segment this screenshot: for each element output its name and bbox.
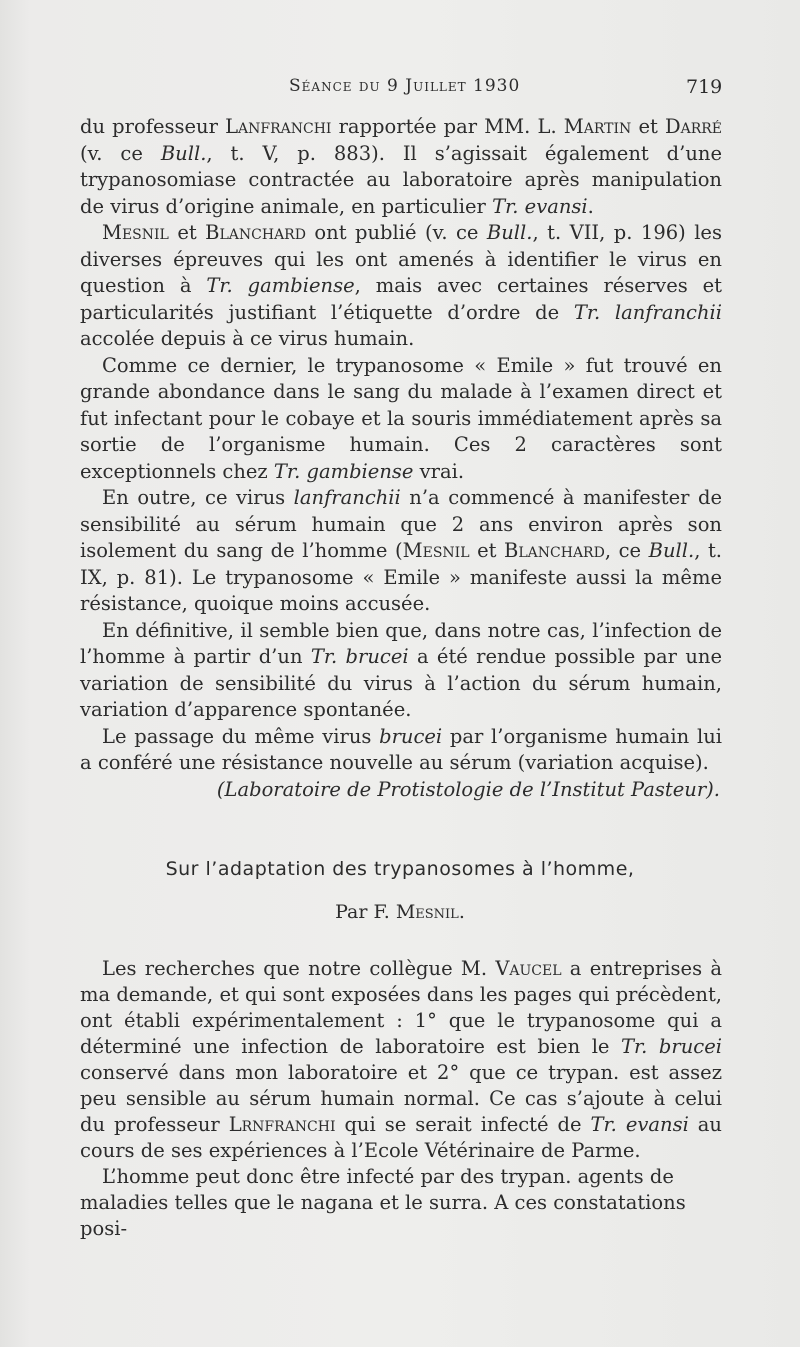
paragraph: du professeur Lanfranchi rapportée par MM. L. Martin et Darré (v. ce Bull., t. V, p. 883). Il s’agissait également d’une trypanosomiase contractée au laboratoire après manipulation de virus d’origine animale, en particulier Tr. evansi. xyxy=(80,115,723,218)
byline: Par F. Mesnil. xyxy=(335,901,465,923)
article-title: Sur l’adaptation des trypanosomes à l’homme, xyxy=(165,858,635,880)
running-head: Séance du 9 Juillet 1930 xyxy=(289,76,521,96)
paragraph: En outre, ce virus lanfranchii n’a commencé à manifester de sensibilité au sérum humain que 2 ans environ après son isolement du sang de l’homme (Mesnil et Blanchard, ce Bull., t. IX, p. 81). Le trypanosome « Emile » manifeste aussi la même résistance, quoique moins accusée. xyxy=(80,486,723,615)
page-number: 719 xyxy=(686,76,723,98)
paragraph: Mesnil et Blanchard ont publié (v. ce Bull., t. VII, p. 196) les diverses épreuves qui les ont amenés à identifier le virus en question à Tr. gambiense, mais avec certaines réserves et particularités justifiant l’étiquette d’ordre de Tr. lanfranchii accolée depuis à ce virus humain. xyxy=(80,221,723,350)
paragraph: Comme ce dernier, le trypanosome « Emile » fut trouvé en grande abondance dans le sang du malade à l’examen direct et fut infectant pour le cobaye et la souris immédiatement après sa sortie de l’organisme humain. Ces 2 caractères sont exceptionnels chez Tr. gambiense vrai. xyxy=(80,353,722,483)
page-header xyxy=(0,76,800,100)
paragraph: Les recherches que notre collègue M. Vaucel a entreprises à ma demande, et qui sont exposées dans les pages qui précèdent, ont établi expérimentalement : 1° que le trypanosome qui a déterminé une infection de laboratoire est bien le Tr. brucei conservé dans mon laboratoire et 2° que ce trypan. est assez peu sensible au sérum humain normal. Ce cas s’ajoute à celui du professeur Lrnfranchi qui se serait infecté de Tr. evansi au cours de ses expériences à l’Ecole Vétérinaire de Parme. xyxy=(80,957,722,1162)
laboratory-credit: (Laboratoire de Protistologie de l’Institut Pasteur). xyxy=(216,777,720,801)
paragraph: L’homme peut donc être infecté par des trypan. agents de maladies telles que le nagana et le surra. A ces constatations posi- xyxy=(80,1165,686,1240)
paragraph: Le passage du même virus brucei par l’organisme humain lui a conféré une résistance nouvelle au sérum (variation acquise). xyxy=(80,724,722,774)
paragraph: En définitive, il semble bien que, dans notre cas, l’infection de l’homme à partir d’un Tr. brucei a été rendue possible par une variation de sensibilité du virus à l’action du sérum humain, variation d’apparence spontanée. xyxy=(80,618,722,721)
article-body-2 xyxy=(80,956,722,1242)
article-body-1 xyxy=(80,114,722,803)
